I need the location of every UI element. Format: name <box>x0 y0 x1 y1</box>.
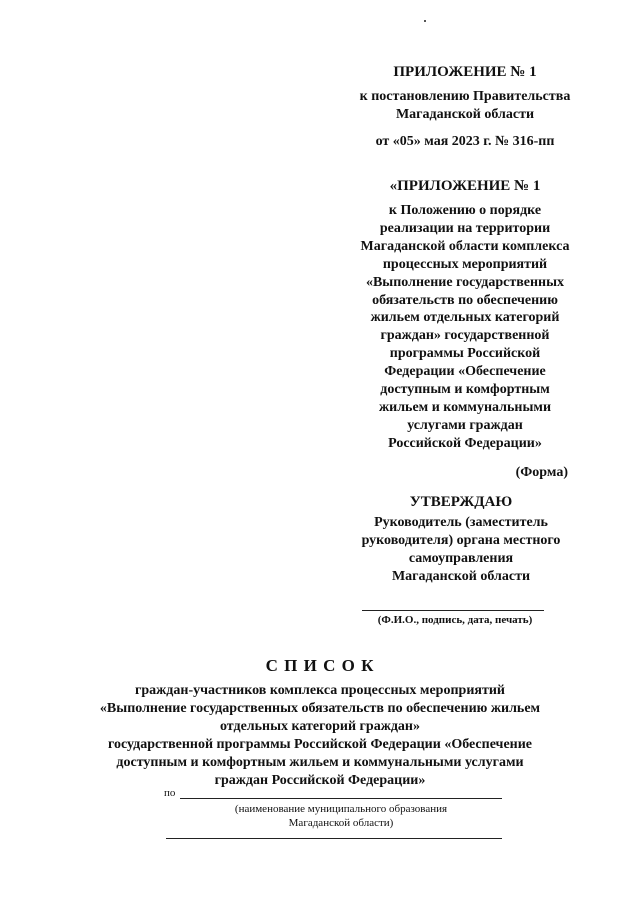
signature-caption: (Ф.И.О., подпись, дата, печать) <box>377 614 533 626</box>
appendix2-line: реализации на территории <box>379 220 551 236</box>
appendix2-line: жильем отдельных категорий <box>370 310 560 326</box>
list-subtitle-line: граждан-участников комплекса процессных мероприятий <box>135 683 505 698</box>
appendix2-block <box>330 176 600 453</box>
list-title: С П И С О К <box>265 656 375 675</box>
approve-line: самоуправления <box>408 550 514 566</box>
approve-body <box>326 514 596 586</box>
appendix2-line: жильем и коммунальными <box>378 399 552 415</box>
appendix2-line: «Выполнение государственных <box>365 274 565 290</box>
list-subtitle-line: государственной программы Российской Федерации «Обеспечение <box>107 737 533 752</box>
list-subtitle-line: граждан Российской Федерации» <box>214 773 426 788</box>
appendix-title: ПРИЛОЖЕНИЕ № 1 <box>393 64 537 80</box>
appendix-line-3: от «05» мая 2023 г. № 316-пп <box>375 134 555 149</box>
appendix2-line: программы Российской <box>389 346 541 362</box>
scan-speck <box>424 20 426 22</box>
signature-line <box>362 610 544 611</box>
appendix2-line: Российской Федерации» <box>388 435 542 451</box>
list-subtitle-line: доступным и комфортным жильем и коммунальными услугами <box>116 755 524 770</box>
list-subtitle-line: «Выполнение государственных обязательств по обеспечению жильем <box>99 701 541 716</box>
approve-title: УТВЕРЖДАЮ <box>409 494 513 510</box>
approve-line: руководителя) органа местного <box>361 532 561 548</box>
appendix2-line: Федерации «Обеспечение <box>384 364 546 380</box>
form-label: (Форма) <box>515 465 568 480</box>
appendix2-line: обязательств по обеспечению <box>372 292 558 308</box>
municipality-caption-1: (наименование муниципального образования <box>234 803 448 815</box>
appendix2-line: Магаданской области комплекса <box>360 238 570 254</box>
appendix2-line: процессных мероприятий <box>382 256 548 272</box>
appendix2-title: «ПРИЛОЖЕНИЕ № 1 <box>389 178 541 194</box>
approve-line: Руководитель (заместитель <box>374 515 548 530</box>
approve-block <box>326 492 596 586</box>
appendix2-body <box>330 202 600 453</box>
appendix2-line: услугами граждан <box>407 417 523 433</box>
appendix-line-1: к постановлению Правительства <box>359 89 571 104</box>
appendix-block <box>330 62 600 151</box>
municipality-line-2 <box>166 838 502 839</box>
appendix2-line: граждан» государственной <box>380 328 550 344</box>
municipality-caption-2: Магаданской области) <box>288 817 394 829</box>
appendix-line-2: Магаданской области <box>395 107 535 122</box>
po-label: по <box>164 787 176 799</box>
approve-line: Магаданской области <box>391 568 531 584</box>
appendix2-line: доступным и комфортным <box>380 382 550 398</box>
list-subtitle-line: отдельных категорий граждан» <box>219 719 420 734</box>
appendix2-line: к Положению о порядке <box>388 203 542 218</box>
municipality-line <box>180 798 502 799</box>
